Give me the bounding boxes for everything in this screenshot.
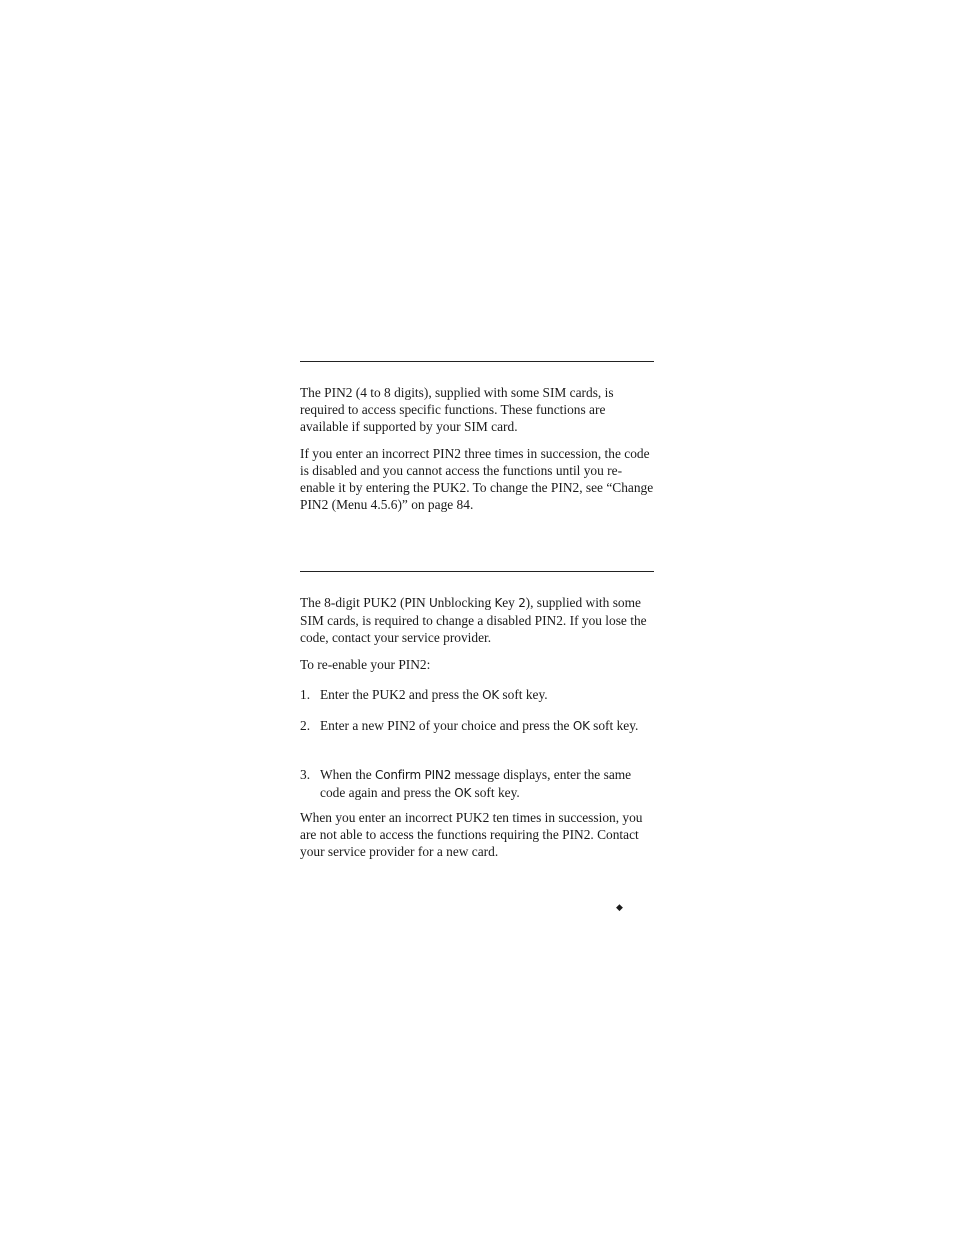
step-text: Enter a new PIN2 of your choice and press the OK soft key. (320, 718, 639, 733)
puk2-section (300, 594, 656, 673)
puk2-lockout-note: When you enter an incorrect PUK2 ten times in succession, you are not able to access the functions requiring the PIN2. Contact your service provider for a new card. (300, 810, 643, 859)
confirm-pin2-label: Confirm PIN2 (375, 768, 452, 782)
step-3 (300, 766, 656, 802)
pin2-section (300, 384, 656, 513)
diamond-bullet-icon: ◆ (616, 902, 623, 912)
step-1 (300, 686, 656, 704)
section-divider-puk2 (300, 571, 654, 572)
pin2-description: The PIN2 (4 to 8 digits), supplied with some SIM cards, is required to access specific functions. These functions are available if supported by your SIM card. (300, 385, 614, 434)
step-2 (300, 717, 656, 735)
ok-key-label: OK (572, 719, 590, 733)
step-text: When the Confirm PIN2 message displays, enter the same code again and press the OK soft key. (320, 767, 632, 800)
step-number: 2. (300, 718, 311, 733)
reenable-heading: To re-enable your PIN2: (300, 657, 431, 672)
pin2-disabled-note: If you enter an incorrect PIN2 three times in succession, the code is disabled and you cannot access the functions until you re-enable it by entering the PUK2. To change the PIN2, see “Change PIN2 (Menu 4.5.6)” on page 84. (300, 446, 654, 512)
step-text: Enter the PUK2 and press the OK soft key. (320, 687, 548, 702)
section-divider-pin2 (300, 361, 654, 362)
puk2-description: The 8-digit PUK2 (PIN Unblocking Key 2), supplied with some SIM cards, is required to change a disabled PIN2. If you lose the code, contact your service provider. (300, 595, 647, 645)
step-number: 1. (300, 687, 311, 702)
step-number: 3. (300, 767, 311, 782)
puk2-closing (300, 809, 656, 860)
ok-key-label: OK (482, 688, 500, 702)
ok-key-label: OK (454, 786, 472, 800)
